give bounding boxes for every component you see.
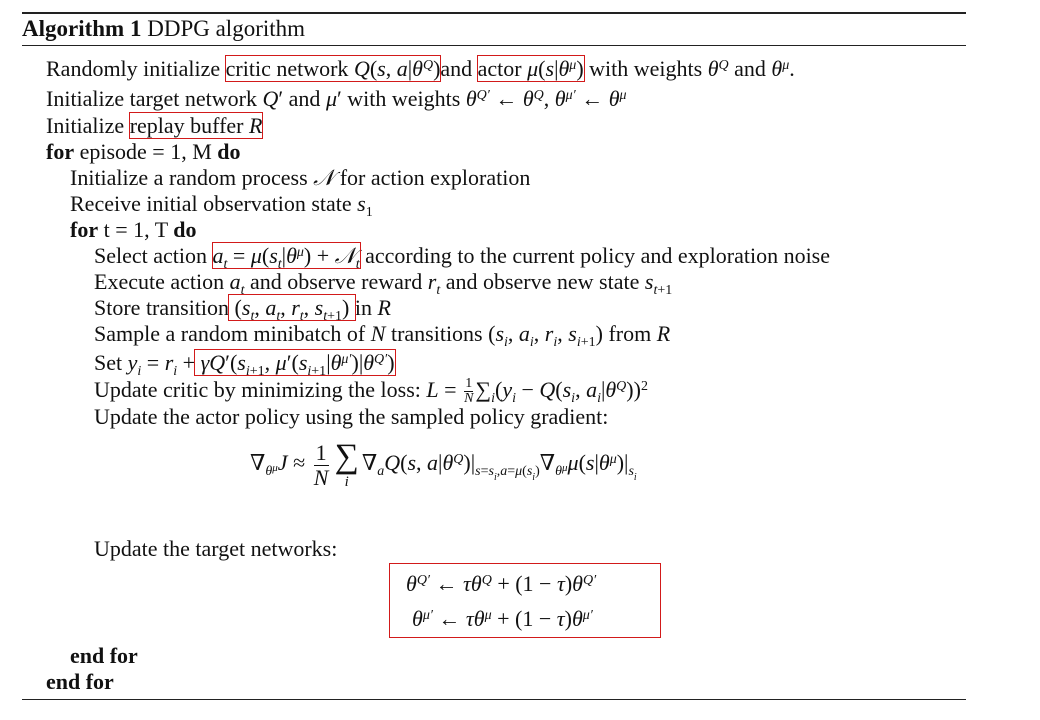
critic-network-highlight: critic network Q(s, $a|\theta^Q$)	[225, 56, 441, 81]
algorithm-title	[22, 15, 305, 42]
line-init-target: Initialize target network Q′ and μ′ with weights $\theta^{Q'}$ ← $\theta^Q$, $\theta^{\mu'}$ ← $\theta^\mu$	[46, 86, 627, 111]
text: Update the target networks:	[94, 536, 338, 561]
text: t = 1, T	[103, 217, 168, 242]
target-update-q: $\theta^{Q'}$ ← $\tau\theta^Q + (1 - \tau)\theta^{Q'}$	[406, 571, 597, 596]
text: and observe new state	[445, 269, 640, 294]
text: Store transition	[94, 295, 230, 320]
text: and	[440, 56, 473, 81]
buffer-label: replay buffer	[129, 113, 244, 138]
text: Sample a random minibatch of	[94, 321, 366, 346]
text: episode = 1, M	[79, 139, 212, 164]
critic-label: critic network	[225, 56, 349, 81]
text: Initialize a random process	[70, 165, 308, 190]
text: in	[354, 295, 372, 320]
text: with weights	[589, 56, 703, 81]
line-for-t	[70, 217, 197, 243]
text: and	[288, 86, 321, 111]
algorithm-name: DDPG algorithm	[147, 16, 306, 41]
target-update-mu: $\theta^{\mu'}$ ← $\tau\theta^\mu + (1 - \tau)\theta^{\mu'}$	[412, 606, 593, 631]
text: for action exploration	[339, 165, 531, 190]
line-store-transition: Store transition ($s_t$, $a_t$, $r_t$, $s_{t+1}$) in R	[94, 295, 391, 324]
text: Execute action	[94, 269, 225, 294]
actor-label: actor	[477, 56, 522, 81]
line-execute-action: Execute action $a_t$ and observe reward $r_t$ and observe new state $s_{t+1}$	[94, 269, 673, 298]
keyword: for	[46, 139, 75, 164]
algorithm-label: Algorithm 1	[22, 16, 142, 41]
line-update-target	[94, 536, 337, 562]
text: Select action	[94, 243, 208, 268]
top-rule	[22, 12, 966, 14]
line-select-action	[94, 243, 831, 272]
keyword: end for	[46, 669, 114, 694]
line-init-networks: Randomly initialize critic network Q(s, $a|\theta^Q)and$ actor $\mu(s|\theta^\mu)$ with weights $\theta^Q$ and $\theta^\mu$.	[46, 56, 795, 81]
target-q-highlight: $\gamma Q'(s_{i+1}$, $\mu'(s_{i+1}|\theta^{\mu'})|\theta^{Q'}$)	[195, 350, 394, 375]
line-sample-minibatch: Sample a random minibatch of N transitions ($s_i$, $a_i$, $r_i$, $s_{i+1}$) from R	[94, 321, 671, 350]
text: Update the actor policy using the sampled policy gradient:	[94, 404, 609, 429]
text: with weights	[347, 86, 461, 111]
action-formula-highlight: $a_t = \mu(s_t|\theta^\mu)$ + 𝒩$_t$	[212, 243, 360, 272]
line-end-for-outer	[46, 669, 114, 695]
line-random-process: Initialize a random process 𝒩 for action exploration	[70, 165, 531, 190]
bottom-rule	[22, 699, 966, 700]
keyword: do	[173, 217, 197, 242]
keyword: end for	[70, 643, 138, 668]
text: transitions	[390, 321, 483, 346]
text: from	[608, 321, 652, 346]
text: according to the current policy and exploration noise	[365, 243, 831, 268]
text: Receive initial observation state	[70, 191, 352, 216]
text: Initialize target network	[46, 86, 257, 111]
text: Set	[94, 350, 123, 375]
text: and observe reward	[250, 269, 423, 294]
line-initial-state: Receive initial observation state $s_1$	[70, 191, 373, 220]
text: Update critic by minimizing the loss:	[94, 377, 421, 402]
line-update-critic: Update critic by minimizing the loss: L = $\frac{1}{N}$ $\sum_i(y_i - Q(s_i$, $a_i|\theta^Q))^2$	[94, 376, 648, 407]
line-update-actor	[94, 404, 608, 430]
replay-buffer-highlight: replay buffer R	[129, 113, 263, 138]
line-init-buffer	[46, 113, 262, 139]
text: and	[734, 56, 766, 81]
transition-highlight: ($s_t$, $a_t$, $r_t$, $s_{t+1}$)	[229, 295, 355, 324]
keyword: do	[217, 139, 241, 164]
policy-gradient-equation: $\nabla_{\theta^\mu}J$ ≈ $\frac{1}{N}$ ∑ i $\nabla_aQ(s$, $a|\theta^Q)|_{s=s_i,a=\mu(s_i)}\nabla_{\theta^\mu}\mu(s|\theta^\mu)|_{s_i}$	[250, 438, 637, 490]
header-rule	[22, 45, 966, 46]
text: Initialize	[46, 113, 125, 138]
actor-highlight: actor $\mu(s|\theta^\mu)$	[477, 56, 584, 81]
keyword: for	[70, 217, 99, 242]
text: Randomly initialize	[46, 56, 221, 81]
target-update-highlight	[389, 563, 661, 638]
line-end-for-inner	[70, 643, 138, 669]
line-for-episode	[46, 139, 241, 165]
line-set-target: Set $y_i = r_i + \gamma Q'(s_{i+1}$, $\mu'(s_{i+1}|\theta^{\mu'})|\theta^{Q'}$)	[94, 350, 395, 379]
